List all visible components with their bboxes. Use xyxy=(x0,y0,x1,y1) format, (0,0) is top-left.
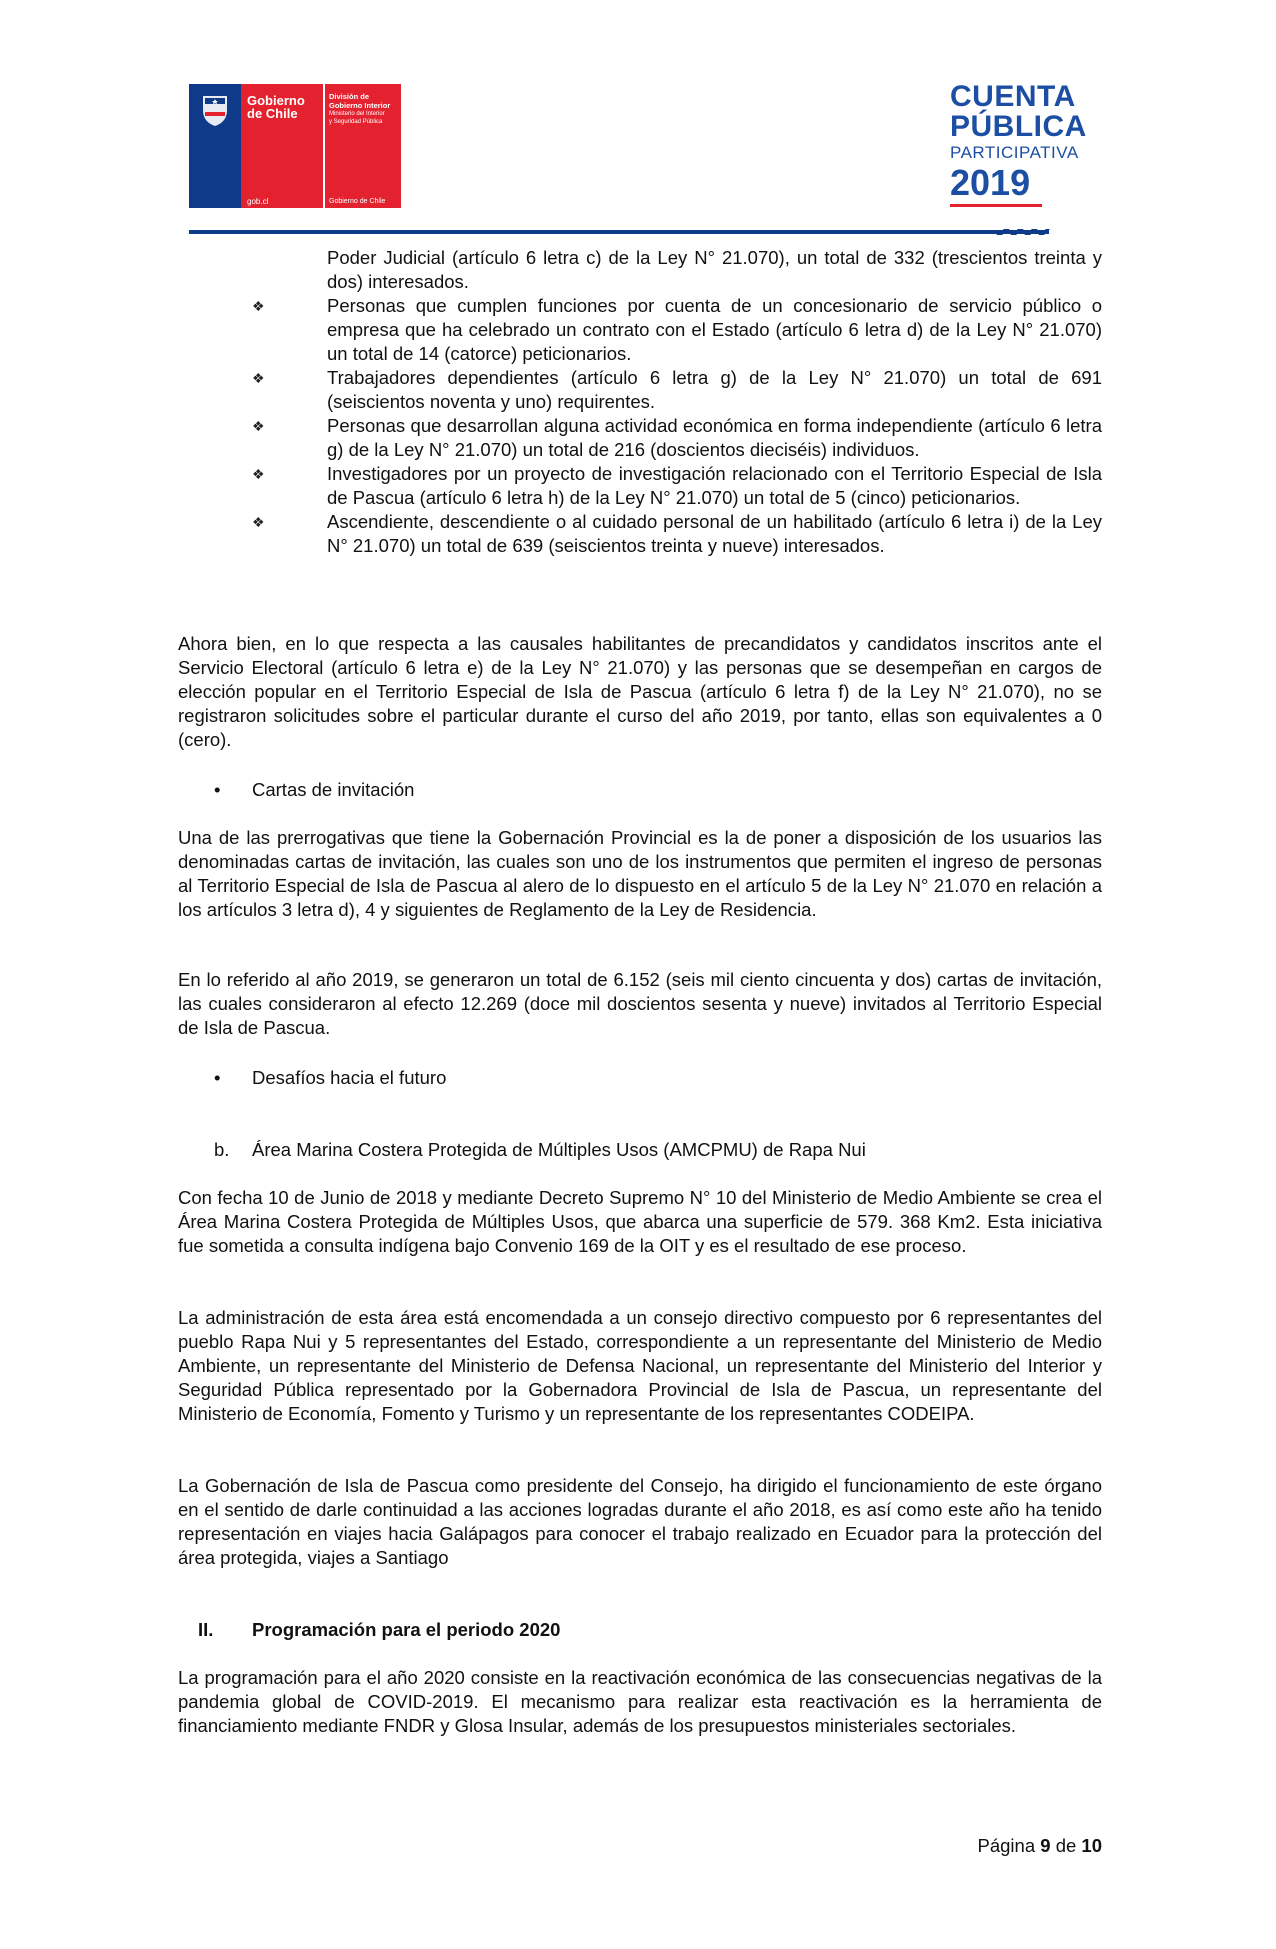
division-label: División de Gobierno Interior Ministerio del Interior y Seguridad Pública xyxy=(329,92,391,125)
section-heading: II. Programación para el periodo 2020 xyxy=(198,1619,561,1640)
list-item: ❖ Trabajadores dependientes (artículo 6 letra g) de la Ley N° 21.070) un total de 691 (seiscientos noventa y uno) requirentes. xyxy=(252,367,1102,412)
cuenta-label: CUENTA xyxy=(950,80,1076,113)
gobierno-de-chile-foot: Gobierno de Chile xyxy=(329,198,386,205)
year-underline xyxy=(950,204,1042,207)
gobierno-de-chile-label: Gobierno de Chile xyxy=(247,93,305,121)
paragraph-fecha: Con fecha 10 de Junio de 2018 y mediante Decreto Supremo N° 10 del Ministerio de Medio Ambiente se crea el Área Marina Costera Protegida de Múltiples Usos, que abarca una superficie de 579. 368 Km2. Esta iniciativa fue sometida a consulta indígena bajo Convenio 169 de la OIT y es el resultado de ese proceso. xyxy=(178,1187,1102,1256)
paragraph-cartas: Una de las prerrogativas que tiene la Gobernación Provincial es la de poner a disposición de los usuarios las denominadas cartas de invitación, las cuales son uno de los instrumentos que permiten el ingreso de personas al Territorio Especial de Isla de Pascua al alero de lo dispuesto en el artículo 5 de la Ley N° 21.070 en relación a los artículos 3 letra d), 4 y siguientes de Reglamento de la Ley de Residencia. xyxy=(178,827,1102,920)
diamond-bullet-icon: ❖ xyxy=(252,298,265,314)
diamond-bullet-icon: ❖ xyxy=(252,466,265,482)
year-label: 2019 xyxy=(950,162,1031,203)
paragraph-gobernacion: La Gobernación de Isla de Pascua como presidente del Consejo, ha dirigido el funcionamiento de este órgano en el sentido de darle continuidad a las acciones logradas durante el año 2018, es así como este año ha tenido representación en viajes hacia Galápagos para conocer el trabajo realizado en Ecuador para la protección del área protegida, viajes a Santiago xyxy=(178,1475,1102,1568)
list-item: ❖ Ascendiente, descendiente o al cuidado personal de un habilitado (artículo 6 letra i) de la Ley N° 21.070) un total de 639 (seiscientos treinta y nueve) interesados. xyxy=(252,511,1102,556)
page-number: Página 9 de 10 xyxy=(977,1835,1102,1856)
bullet-icon: • xyxy=(214,779,221,800)
subsection-heading: b. Área Marina Costera Protegida de Múltiples Usos (AMCPMU) de Rapa Nui xyxy=(214,1139,866,1160)
requester-bullet-list xyxy=(252,246,1102,558)
paragraph-causales: Ahora bien, en lo que respecta a las causales habilitantes de precandidatos y candidatos inscritos ante el Servicio Electoral (artículo 6 letra e) de la Ley N° 21.070) y las personas que se desempeñan en cargos de elección popular en el Territorio Especial de Isla de Pascua (artículo 6 letra f) de la Ley N° 21.070), no se registraron solicitudes sobre el particular durante el curso del año 2019, por tanto, ellas son equivalentes a 0 (cero). xyxy=(178,633,1102,750)
participativa-label: PARTICIPATIVA xyxy=(950,143,1079,162)
paragraph-referido: En lo referido al año 2019, se generaron un total de 6.152 (seis mil ciento cincuenta y dos) cartas de invitación, las cuales consideraron al efecto 12.269 (doce mil doscientos sesenta y nueve) invitados al Territorio Especial de Isla de Pascua. xyxy=(178,969,1102,1038)
list-item: Poder Judicial (artículo 6 letra c) de la Ley N° 21.070), un total de 332 (trescientos treinta y dos) interesados. xyxy=(327,247,1102,292)
gobierno-de-chile-logo xyxy=(189,84,401,208)
paragraph-administracion: La administración de esta área está encomendada a un consejo directivo compuesto por 6 representantes del pueblo Rapa Nui y 5 representantes del Estado, correspondiente a un representante del Ministerio de Medio Ambiente, un representante del Ministerio de Defensa Nacional, un representante del Ministerio del Interior y Seguridad Pública representado por la Gobernadora Provincial de Isla de Pascua, un representante del Ministerio de Economía, Fomento y Turismo y un representante de los representantes CODEIPA. xyxy=(178,1307,1102,1424)
list-item: ❖ Personas que cumplen funciones por cuenta de un concesionario de servicio público o empresa que ha celebrado un contrato con el Estado (artículo 6 letra d) de la Ley N° 21.070) un total de 14 (catorce) peticionarios. xyxy=(252,295,1102,364)
list-item: ❖ Personas que desarrollan alguna actividad económica en forma independiente (artículo 6 letra g) de la Ley N° 21.070) un total de 216 (doscientos dieciséis) individuos. xyxy=(252,415,1102,460)
list-item: ❖ Investigadores por un proyecto de investigación relacionado con el Territorio Especial de Isla de Pascua (artículo 6 letra h) de la Ley N° 21.070) un total de 5 (cinco) peticionarios. xyxy=(252,463,1102,508)
diamond-bullet-icon: ❖ xyxy=(252,370,265,386)
diamond-bullet-icon: ❖ xyxy=(252,514,265,530)
bullet-icon: • xyxy=(214,1067,221,1088)
header-stripes-decoration xyxy=(990,227,1050,237)
publica-label: PÚBLICA xyxy=(950,110,1087,143)
gob-cl-label: gob.cl xyxy=(247,197,269,206)
coat-of-arms-icon xyxy=(195,90,235,128)
cuenta-publica-logo xyxy=(950,82,1100,202)
paragraph-programacion: La programación para el año 2020 consiste en la reactivación económica de las consecuencias negativas de la pandemia global de COVID-2019. El mecanismo para realizar esta reactivación es la herramienta de financiamiento mediante FNDR y Glosa Insular, además de los presupuestos ministeriales sectoriales. xyxy=(178,1667,1102,1736)
diamond-bullet-icon: ❖ xyxy=(252,418,265,434)
header-rule xyxy=(189,230,1049,234)
